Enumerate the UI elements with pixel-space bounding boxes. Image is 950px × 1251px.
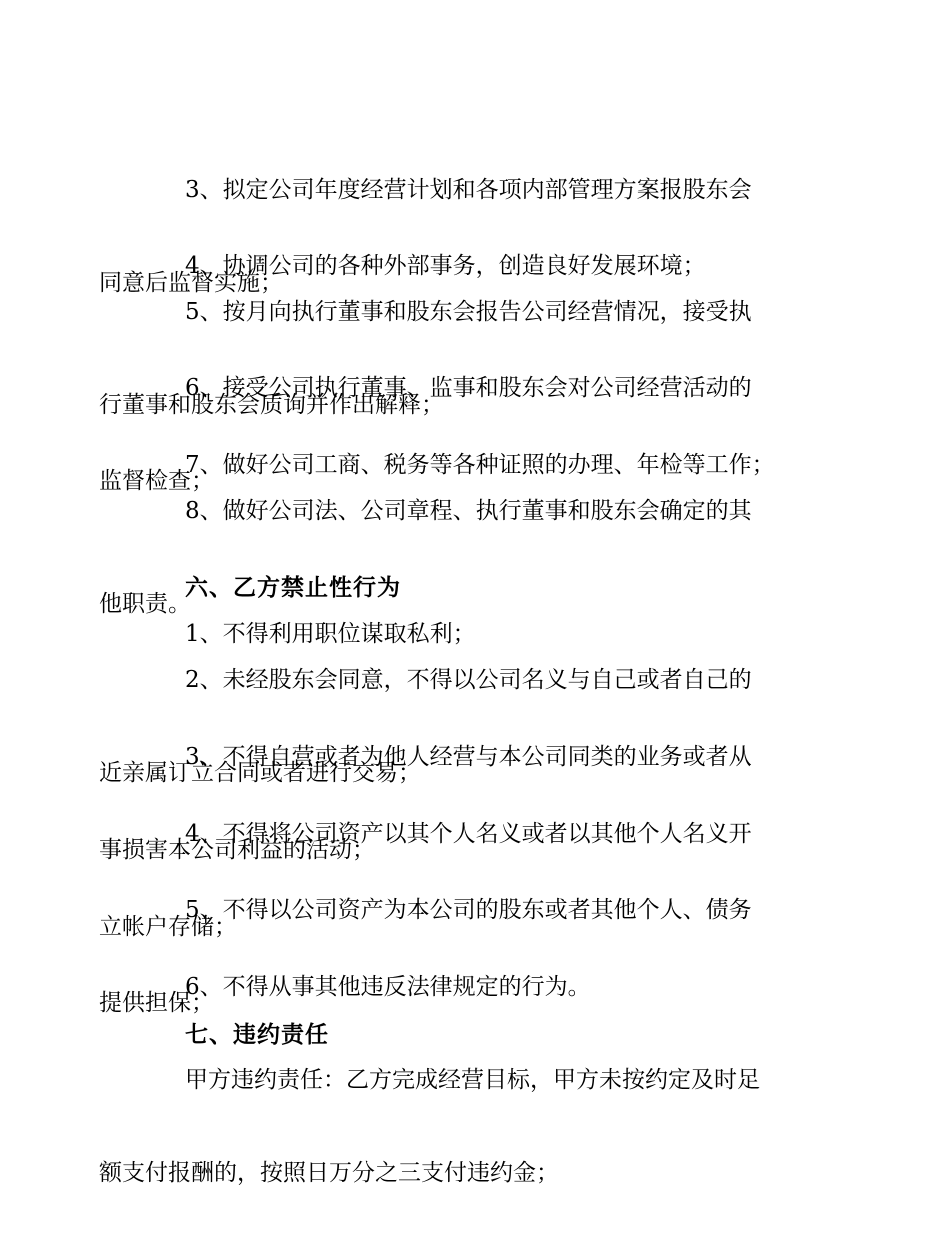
duty-item-5-line-1: 5、按月向执行董事和股东会报告公司经营情况，接受执 xyxy=(185,299,752,325)
prohibited-item-2-line-2: 近亲属订立合同或者进行交易； xyxy=(99,760,421,786)
party-a-liability-line-1: 甲方违约责任：乙方完成经营目标，甲方未按约定及时足 xyxy=(185,1067,760,1093)
party-a-liability-line-2: 额支付报酬的，按照日万分之三支付违约金； xyxy=(99,1160,559,1186)
prohibited-item-3-line-2: 事损害本公司利益的活动； xyxy=(99,837,375,863)
section-heading-prohibited-acts-text: 六、乙方禁止性行为 xyxy=(185,574,401,601)
duty-item-3-line-1: 3、拟定公司年度经营计划和各项内部管理方案报股东会 xyxy=(185,177,752,203)
duty-item-8-line-2: 他职责。 xyxy=(99,591,191,617)
prohibited-item-5-line-1: 5、不得以公司资产为本公司的股东或者其他个人、债务 xyxy=(185,897,752,923)
prohibited-item-4-line-2: 立帐户存储； xyxy=(99,914,237,940)
prohibited-item-1-line-1: 1、不得利用职位谋取私利； xyxy=(185,621,476,647)
prohibited-item-3-line-1: 3、不得自营或者为他人经营与本公司同类的业务或者从 xyxy=(185,744,752,770)
prohibited-item-2-line-1: 2、未经股东会同意，不得以公司名义与自己或者自己的 xyxy=(185,667,752,693)
duty-item-5-line-2: 行董事和股东会质询并作出解释； xyxy=(99,392,444,418)
duty-item-3-line-2: 同意后监督实施； xyxy=(99,270,283,296)
duty-item-6-line-2: 监督检查； xyxy=(99,468,214,494)
prohibited-item-5-line-2: 提供担保； xyxy=(99,990,214,1016)
prohibited-item-4-line-1: 4、不得将公司资产以其个人名义或者以其他个人名义开 xyxy=(185,821,752,847)
prohibited-item-6-line-1: 6、不得从事其他违反法律规定的行为。 xyxy=(185,974,591,1000)
duty-item-8-line-1: 8、做好公司法、公司章程、执行董事和股东会确定的其 xyxy=(185,498,752,524)
duty-item-4-line-1: 4、协调公司的各种外部事务，创造良好发展环境； xyxy=(185,253,706,279)
duty-item-7-line-1: 7、做好公司工商、税务等各种证照的办理、年检等工作； xyxy=(185,452,775,478)
duty-item-6-line-1: 6、接受公司执行董事、监事和股东会对公司经营活动的 xyxy=(185,375,752,401)
section-heading-liability-text: 七、违约责任 xyxy=(185,1021,329,1048)
